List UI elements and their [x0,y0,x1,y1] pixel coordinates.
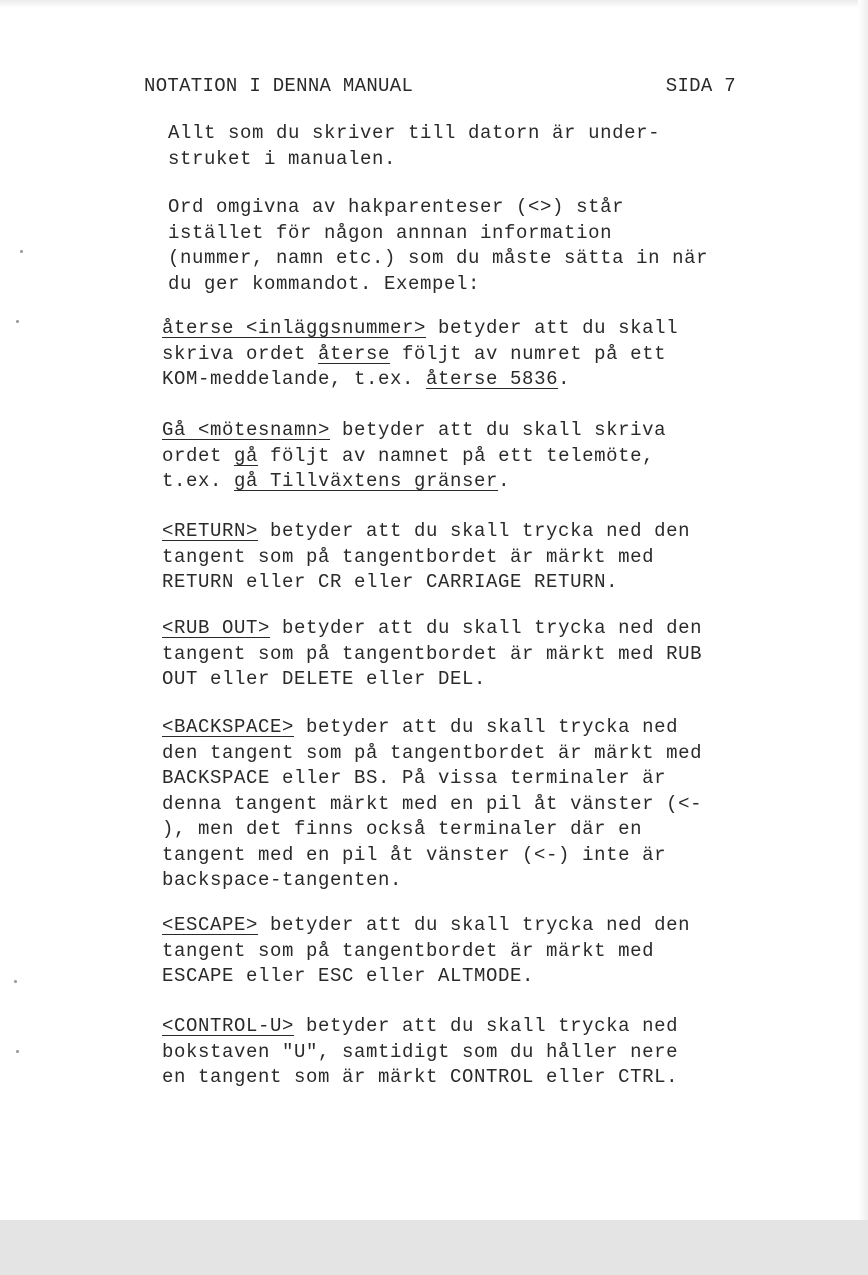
text-line [168,222,612,244]
text-segment: betyder att du skall skriva [330,419,667,441]
scan-speck [16,1050,19,1053]
paragraph-ga [162,418,762,495]
text-segment: ), men det finns också terminaler där en [162,818,643,840]
text-line [162,844,666,866]
typed-input-text: <ESCAPE> [162,914,259,936]
typed-input-text: Gå <mötesnamn> [162,419,331,441]
text-line [168,122,660,144]
text-segment: den tangent som på tangentbordet är märkt med [162,741,703,764]
text-line [168,196,624,218]
scan-speck [20,250,23,253]
text-line [162,445,654,467]
scan-edge-bottom [0,1220,868,1275]
typed-input-text: <CONTROL-U> [162,1015,295,1037]
typed-input-text: återse 5836 [426,368,559,390]
text-segment: tangent som på tangentbordet är märkt med [162,545,655,568]
text-line [162,571,618,593]
text-line [162,368,570,390]
text-line [162,1041,678,1063]
text-segment: RETURN eller CR eller CARRIAGE RETURN. [162,571,619,593]
text-line [162,668,486,690]
typed-input-text: <RUB OUT> [162,617,271,639]
text-line [162,742,702,764]
text-segment: (nummer, namn etc.) som du måste sätta in när [168,247,709,269]
text-line [162,1066,678,1088]
paragraph-backspace [162,715,762,894]
text-segment: Ord omgivna av hakparenteser (<>) står [168,196,625,218]
text-line [162,546,654,568]
text-segment: bokstaven "U", samtidigt som du håller nere [162,1040,679,1063]
text-line [168,273,480,295]
typed-input-text: <RETURN> [162,520,259,542]
text-line [168,148,396,170]
text-line [162,343,666,365]
text-segment: betyder att du skall trycka ned [294,1015,679,1037]
typed-input-text: gå [234,444,259,467]
header-title: NOTATION I DENNA MANUAL [144,75,414,97]
paragraph-escape [162,913,762,990]
text-line [168,247,708,269]
text-segment: en tangent som är märkt CONTROL eller CTRL. [162,1066,679,1088]
scan-speck [14,980,17,983]
text-line [162,470,510,492]
paragraph-intro [168,121,768,172]
text-line [162,520,690,542]
page-number: SIDA 7 [665,75,736,97]
text-segment: KOM-meddelande, t.ex. [162,368,427,390]
text-line [162,643,702,665]
text-segment: betyder att du skall trycka ned den [258,914,691,936]
text-segment: denna tangent märkt med en pil åt vänster (<- [162,792,703,815]
text-line [162,793,702,815]
text-segment: tangent som på tangentbordet är märkt med RUB [162,642,703,665]
text-segment: betyder att du skall trycka ned den [258,520,691,542]
text-segment: BACKSPACE eller BS. På vissa terminaler är [162,767,667,789]
paragraph-aterse [162,316,762,393]
text-line [162,965,534,987]
typed-input-text: återse [318,342,391,365]
text-segment: betyder att du skall [426,317,679,339]
text-segment: tangent med en pil åt vänster (<-) inte är [162,843,667,866]
text-segment: . [498,470,511,492]
text-segment: OUT eller DELETE eller DEL. [162,668,487,690]
text-line [162,317,678,339]
text-segment: skriva ordet [162,342,319,365]
text-line [162,818,642,840]
paragraph-rubout [162,616,762,693]
scan-speck [16,320,19,323]
text-line [162,767,666,789]
text-segment: istället för någon annnan information [168,221,613,244]
typed-input-text: gå Tillväxtens gränser [234,470,499,492]
typed-input-text: återse <inläggsnummer> [162,317,427,339]
paragraph-brackets [168,195,768,297]
text-segment: . [558,368,571,390]
text-segment: du ger kommandot. Exempel: [168,272,481,295]
text-segment: ordet [162,444,235,467]
scan-edge-right [858,0,868,1220]
text-segment: Allt som du skriver till datorn är under- [168,122,661,144]
text-segment: följt av numret på ett [390,342,667,365]
text-segment: backspace-tangenten. [162,869,403,891]
text-segment: t.ex. [162,470,235,492]
text-line [162,419,666,441]
text-segment: tangent som på tangentbordet är märkt med [162,939,655,962]
text-segment: följt av namnet på ett telemöte, [258,444,655,467]
text-segment: betyder att du skall trycka ned [294,716,679,738]
scan-edge-top [0,0,868,8]
text-line [162,716,678,738]
text-line [162,914,690,936]
text-segment: ESCAPE eller ESC eller ALTMODE. [162,965,535,987]
paragraph-return [162,519,762,596]
typed-input-text: <BACKSPACE> [162,716,295,738]
text-line [162,940,654,962]
text-segment: struket i manualen. [168,147,397,170]
paragraph-control-u [162,1014,762,1091]
text-line [162,617,702,639]
text-segment: betyder att du skall trycka ned den [270,617,703,639]
text-line [162,1015,678,1037]
text-line [162,869,402,891]
